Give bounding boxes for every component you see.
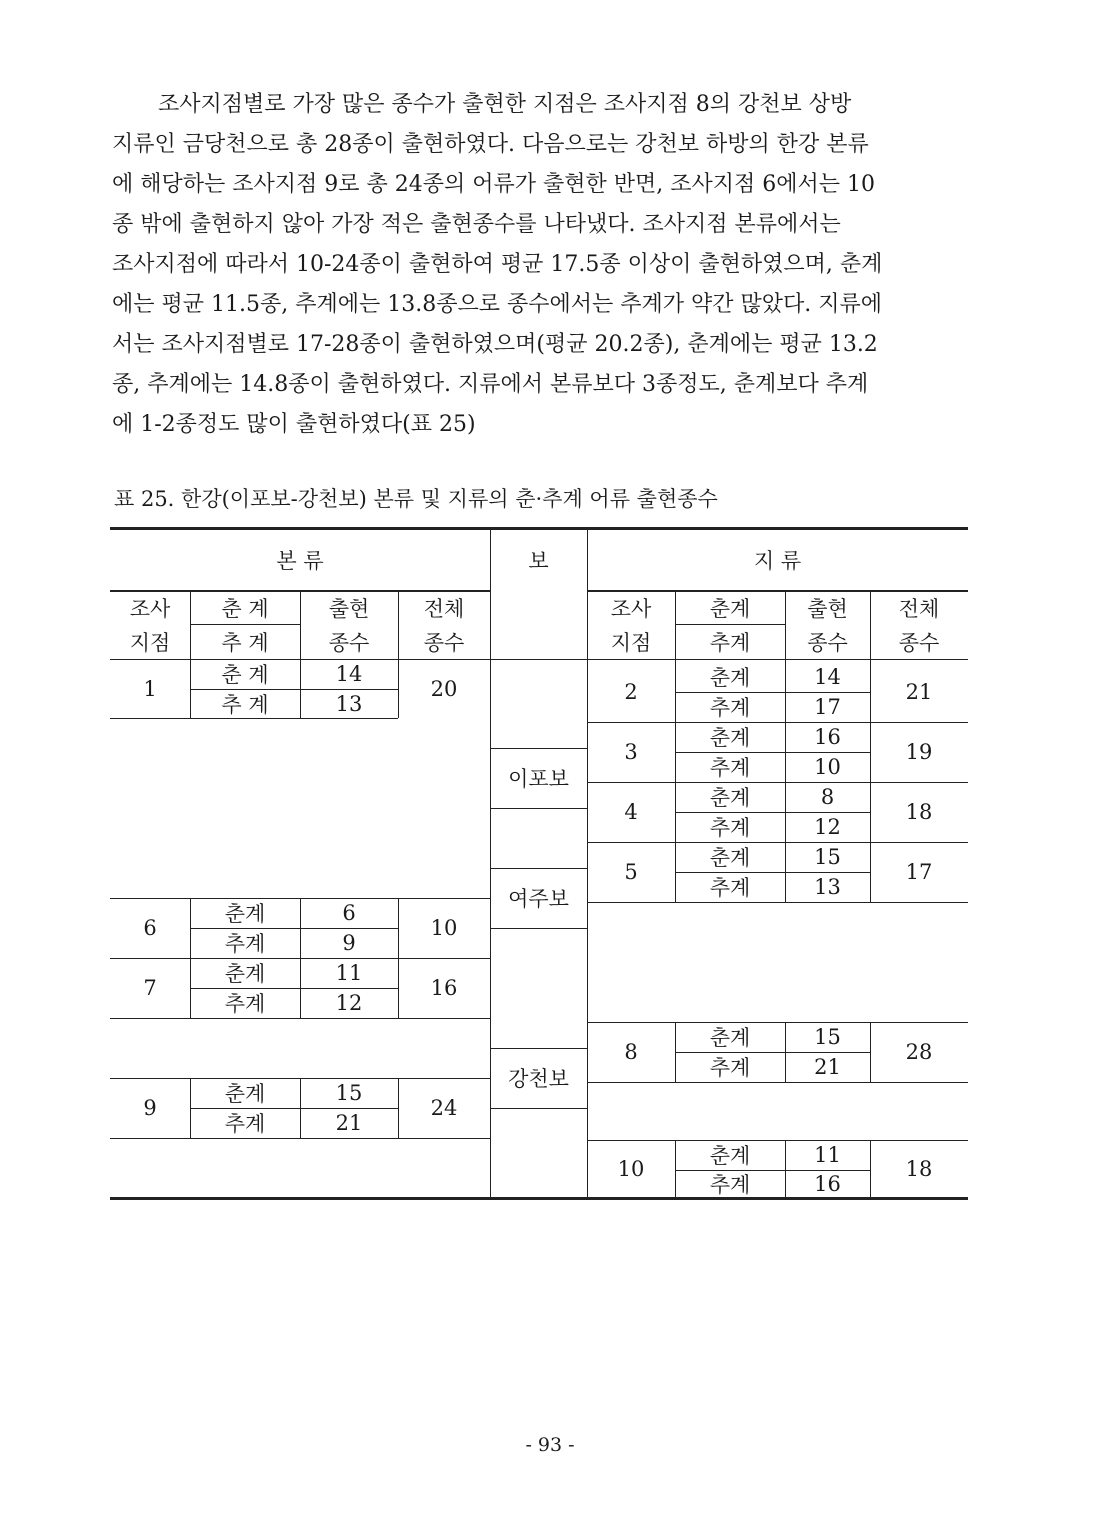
table-caption: 표 25. 한강(이포보-강천보) 본류 및 지류의 춘·추계 어류 출현종수: [114, 487, 718, 511]
main-fall-count: 13: [335, 691, 363, 716]
trib-season-spring: 춘계: [709, 666, 751, 690]
trib-season-fall: 추계: [709, 816, 751, 840]
paragraph-line: 조사지점별로 가장 많은 종수가 출현한 지점은 조사지점 8의 강천보 상방: [158, 92, 852, 117]
trib-season-spring: 춘계: [709, 1144, 751, 1168]
row-rule: [587, 1082, 968, 1083]
header-site: 조사: [129, 597, 171, 621]
trib-total: 17: [905, 860, 933, 884]
trib-fall-count: 10: [814, 755, 841, 779]
trib-total: 18: [905, 800, 933, 824]
weir-label: 강천보: [508, 1067, 569, 1091]
header-site: 지점: [129, 631, 171, 655]
main-total: 16: [430, 976, 458, 1000]
weir-rule: [490, 928, 587, 929]
paragraph-line: 에 해당하는 조사지점 9로 총 24종의 어류가 출현한 반면, 조사지점 6에서는 10: [112, 172, 875, 197]
main-spring-count: 14: [335, 662, 363, 686]
main-fall-count: 21: [335, 1111, 363, 1135]
row-rule: [110, 1018, 490, 1019]
trib-site: 10: [617, 1157, 645, 1181]
paragraph-line: 서는 조사지점별로 17-28종이 출현하였으며(평균 20.2종), 춘계에는 평균 13.2: [112, 332, 878, 357]
main-spring-count: 15: [335, 1081, 363, 1105]
header-fall: 추계: [709, 631, 751, 655]
trib-season-fall: 추계: [709, 876, 751, 900]
trib-season-spring: 춘계: [709, 726, 751, 750]
trib-fall-count: 17: [814, 695, 841, 719]
header-total: 전체: [898, 597, 940, 621]
header-obs: 출현: [328, 597, 370, 621]
row-rule: [587, 902, 968, 903]
trib-total: 19: [905, 740, 933, 764]
trib-fall-count: 12: [814, 815, 841, 839]
main-site: 1: [143, 676, 157, 701]
main-season-fall: 추 계: [221, 692, 269, 717]
trib-spring-count: 15: [814, 1025, 841, 1049]
trib-spring-count: 16: [814, 725, 841, 749]
main-site: 7: [143, 976, 157, 1000]
row-rule: [110, 1138, 490, 1139]
header-weir: 보: [528, 549, 549, 573]
main-season-fall: 추계: [224, 1112, 266, 1136]
trib-spring-count: 11: [814, 1143, 841, 1167]
trib-fall-count: 21: [814, 1055, 841, 1079]
weir-rule: [490, 1108, 587, 1109]
main-site: 6: [143, 916, 157, 940]
header-spring: 춘계: [709, 597, 751, 621]
trib-site: 5: [624, 860, 638, 884]
trib-total: 28: [905, 1040, 933, 1064]
trib-spring-count: 14: [814, 665, 841, 689]
main-season-spring: 춘계: [224, 1082, 266, 1106]
header-main: 본 류: [276, 549, 324, 573]
trib-spring-count: 15: [814, 845, 841, 869]
header-spring: 춘 계: [221, 597, 269, 621]
main-season-spring: 춘계: [224, 962, 266, 986]
trib-season-fall: 추계: [709, 1173, 751, 1197]
header-total: 종수: [898, 631, 940, 655]
trib-season-spring: 춘계: [709, 846, 751, 870]
paragraph-line: 에 1-2종정도 많이 출현하였다(표 25): [112, 412, 476, 437]
header-trib: 지 류: [753, 549, 802, 573]
header-obs: 종수: [328, 631, 370, 655]
main-total: 24: [430, 1096, 458, 1120]
main-fall-count: 12: [335, 991, 363, 1015]
weir-label: 여주보: [508, 887, 569, 911]
trib-site: 8: [624, 1040, 638, 1064]
header-total: 전체: [423, 597, 465, 621]
page-number: - 93 -: [525, 1434, 575, 1456]
main-spring-count: 11: [335, 961, 363, 985]
trib-spring-count: 8: [820, 785, 835, 809]
header-site: 지점: [610, 631, 652, 655]
paragraph-line: 종, 추계에는 14.8종이 출현하였다. 지류에서 본류보다 3종정도, 춘계보다 추계: [112, 372, 869, 397]
paragraph-line: 에는 평균 11.5종, 추계에는 13.8종으로 종수에서는 추계가 약간 많았다. 지류에: [112, 292, 882, 317]
trib-site: 4: [624, 800, 638, 824]
weir-label: 이포보: [508, 767, 569, 791]
header-obs: 종수: [807, 631, 848, 655]
main-season-spring: 춘 계: [221, 663, 269, 687]
paragraph-line: 종 밖에 출현하지 않아 가장 적은 출현종수를 나타냈다. 조사지점 본류에서는: [112, 212, 841, 237]
trib-total: 21: [905, 680, 933, 704]
header-site: 조사: [610, 597, 652, 621]
trib-season-fall: 추계: [709, 696, 751, 720]
trib-season-fall: 추계: [709, 756, 751, 780]
header-fall: 추 계: [221, 631, 269, 655]
main-season-fall: 추계: [224, 992, 266, 1016]
trib-fall-count: 16: [814, 1172, 841, 1196]
trib-season-fall: 추계: [709, 1056, 751, 1080]
trib-fall-count: 13: [814, 875, 841, 899]
trib-site: 2: [624, 680, 638, 704]
trib-total: 18: [905, 1157, 933, 1181]
header-total: 종수: [423, 631, 465, 655]
trib-season-spring: 춘계: [709, 1026, 751, 1050]
main-season-spring: 춘계: [224, 902, 266, 926]
paragraph-line: 조사지점에 따라서 10-24종이 출현하여 평균 17.5종 이상이 출현하였으며, 춘계: [112, 252, 883, 277]
trib-season-spring: 춘계: [709, 786, 751, 810]
main-fall-count: 9: [342, 931, 356, 955]
main-season-fall: 추계: [224, 932, 266, 956]
paragraph-line: 지류인 금당천으로 총 28종이 출현하였다. 다음으로는 강천보 하방의 한강 본류: [112, 132, 869, 157]
weir-rule: [490, 808, 587, 809]
main-spring-count: 6: [342, 901, 356, 925]
trib-site: 3: [624, 740, 638, 764]
main-site: 9: [143, 1096, 157, 1120]
main-total: 20: [430, 676, 458, 701]
header-obs: 출현: [807, 597, 848, 621]
main-total: 10: [430, 916, 458, 940]
